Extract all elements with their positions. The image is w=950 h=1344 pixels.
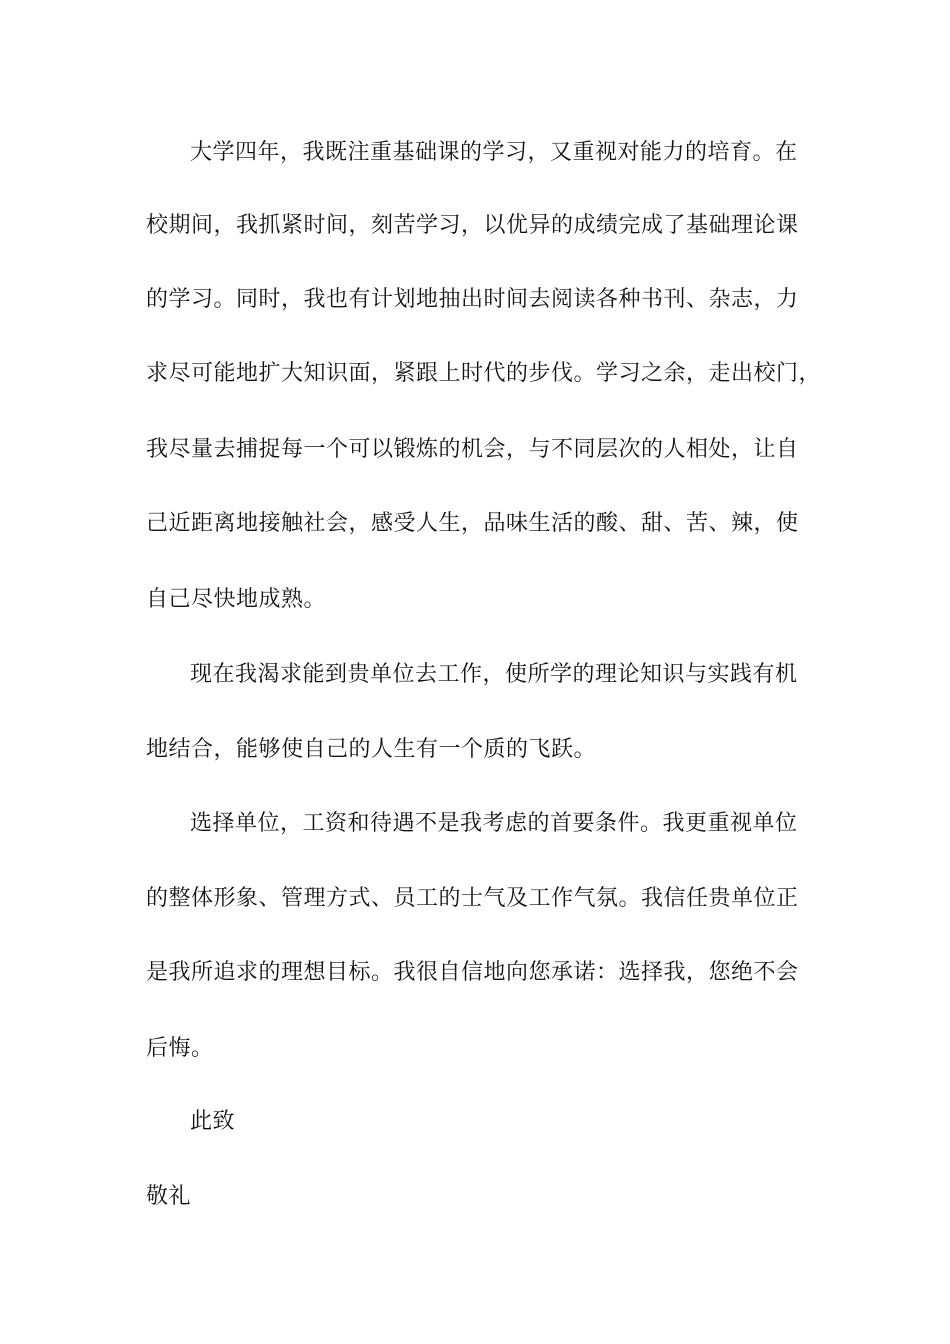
paragraph-1-line-1: 大学四年，我既注重基础课的学习，又重视对能力的培育。在 <box>190 140 798 165</box>
paragraph-1-line-7: 自己尽快地成熟。 <box>146 587 327 612</box>
paragraph-3-line-1: 选择单位，工资和待遇不是我考虑的首要条件。我更重视单位 <box>190 811 798 836</box>
paragraph-3-line-3: 是我所追求的理想目标。我很自信地向您承诺：选择我，您绝不会 <box>146 960 799 985</box>
paragraph-3-line-2: 的整体形象、管理方式、员工的士气及工作气氛。我信任贵单位正 <box>146 886 799 911</box>
paragraph-1-line-3: 的学习。同时，我也有计划地抽出时间去阅读各种书刊、杂志，力 <box>146 287 799 312</box>
paragraph-2-line-1: 现在我渴求能到贵单位去工作，使所学的理论知识与实践有机 <box>190 662 798 687</box>
closing-text: 此致 <box>190 1109 236 1134</box>
paragraph-1-line-6: 己近距离地接触社会，感受人生，品味生活的酸、甜、苦、辣，使 <box>146 511 799 536</box>
paragraph-1-line-5: 我尽量去捕捉每一个可以锻炼的机会，与不同层次的人相处，让自 <box>146 437 799 462</box>
salutation-text: 敬礼 <box>146 1184 192 1209</box>
paragraph-1-line-2: 校期间，我抓紧时间，刻苦学习，以优异的成绩完成了基础理论课 <box>146 213 799 238</box>
paragraph-2-line-2: 地结合，能够使自己的人生有一个质的飞跃。 <box>146 737 597 762</box>
paragraph-3-line-4: 后悔。 <box>146 1036 214 1061</box>
paragraph-1-line-4: 求尽可能地扩大知识面，紧跟上时代的步伐。学习之余，走出校门， <box>146 361 822 386</box>
